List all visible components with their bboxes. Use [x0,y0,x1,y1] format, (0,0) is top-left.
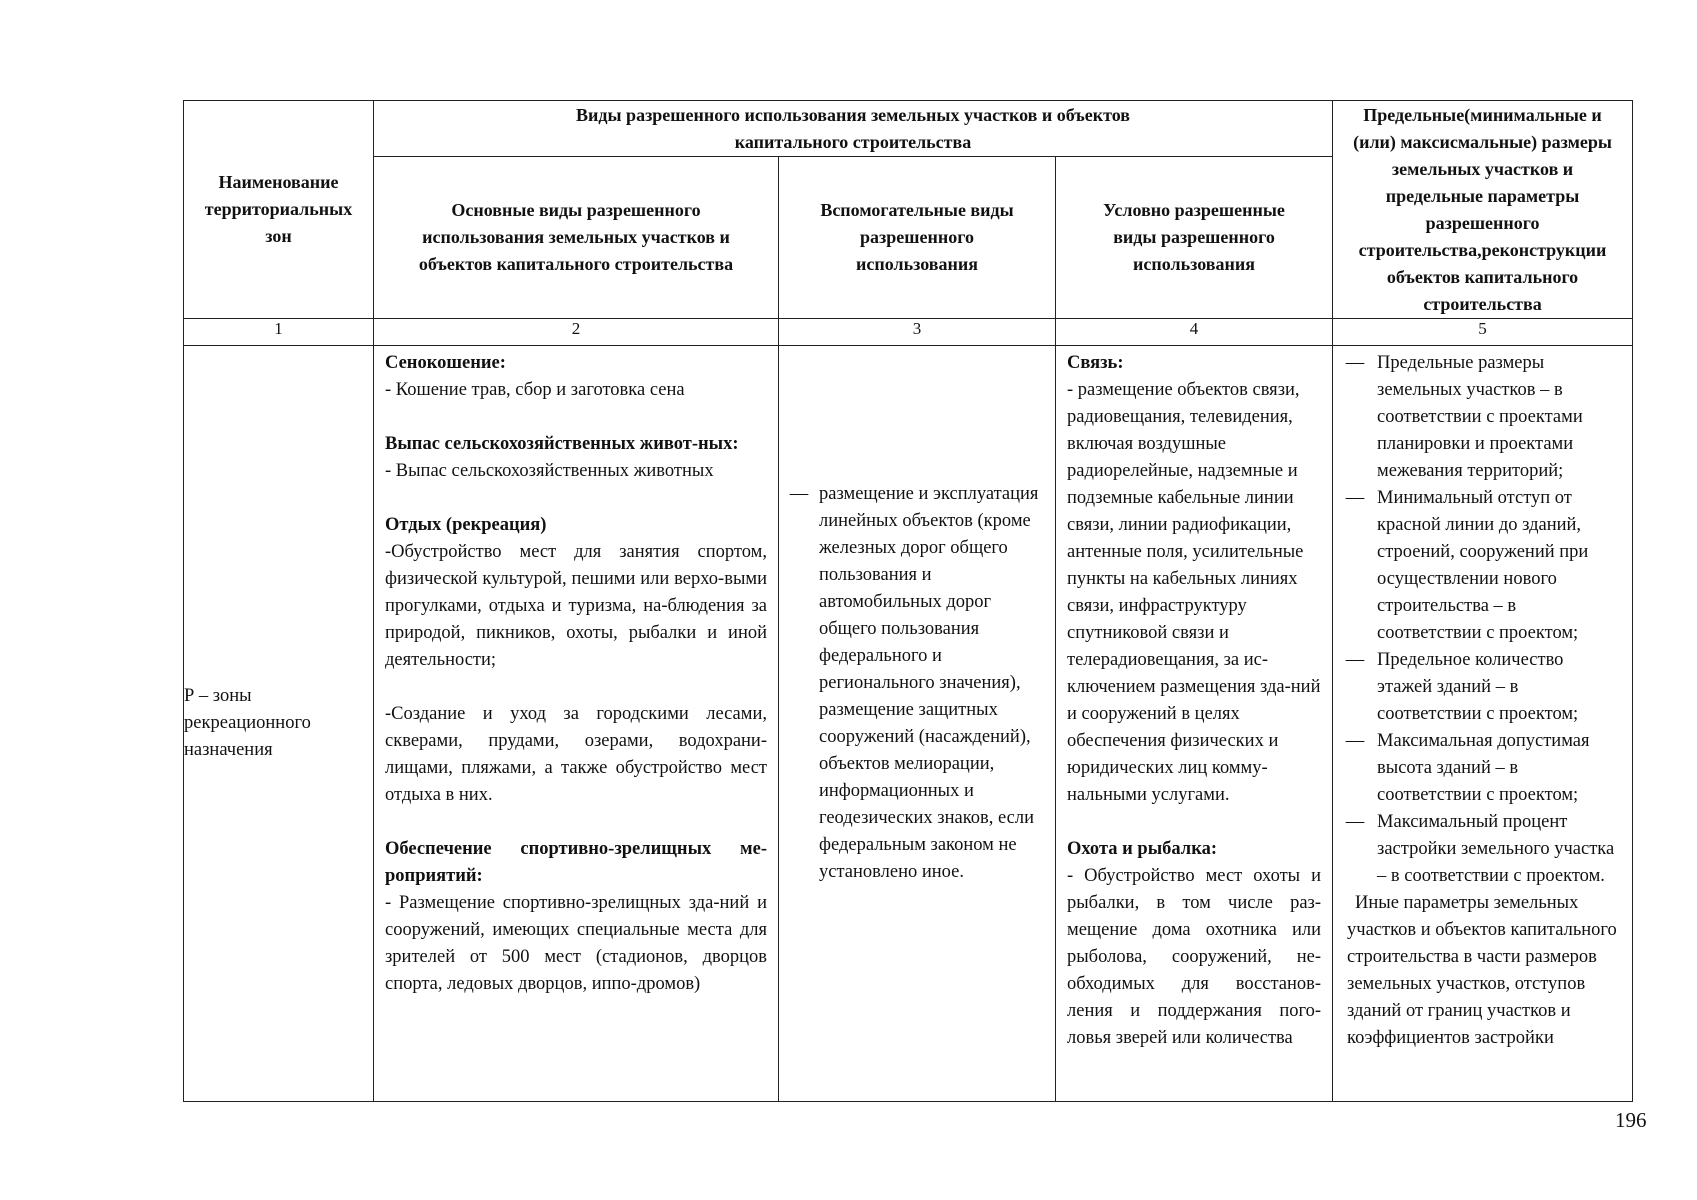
list-item: — Предельные размеры земельных участков – в соответствии с проектами планировки и проектами межевания территорий; [1333,350,1622,485]
dash-marker: — [1345,488,1365,508]
table-row [184,346,1633,1102]
header-limits: Предельные(минимальные и (или) максисмальные) размеры земельных участков и предельные параметры разрешенного строительства,реконструкции объектов капитального строительства [1333,101,1633,319]
header-aux-uses: Вспомогательные виды разрешенного использования [779,157,1056,319]
other-parameters-text: Иные параметры земельных участков и объектов капитального строительства в части размеров земельных участков, отступов зданий от границ участков и коэффициентов застройки [1347,893,1617,1048]
section-text: - Кошение трав, сбор и заготовка сена [385,380,685,400]
dash-marker: — [1345,353,1365,373]
zone-name: Р – зоны рекреационного назначения [184,346,374,1102]
column-number: 1 [184,319,374,346]
list-item: — Минимальный отступ от красной линии до зданий, строений, сооружений при осуществлении нового строительства – в соответствии с проектом; [1333,485,1622,647]
section-title: Отдых (рекреация) [385,515,547,535]
header-group-title: Виды разрешенного использования земельных участков и объектов капитального строительства [374,101,1333,157]
main-uses-cell [374,346,779,1102]
section-text: -Создание и уход за городскими лесами, скверами, прудами, озерами, водохрани-лищами, пляжами, а также обустройство мест отдыха в них. [385,704,767,805]
dash-marker: — [1345,812,1365,832]
aux-use-text: размещение и эксплуатация линейных объектов (кроме железных дорог общего пользования и автомобильных дорог общего пользования федерального и регионального значения), размещение защитных сооружений (насаждений), объектов мелиорации, информационных и геодезических знаков, если федеральным законом не установлено иное. [819,484,1039,882]
section-text: -Обустройство мест для занятия спортом, физической культурой, пешими или верхо-выми прогулками, отдыха и туризма, на-блюдения за природой, пикников, охоты, рыбалки и иной деятельности; [385,542,767,670]
column-number: 2 [374,319,779,346]
header-zone-name: Наименование территориальных зон [184,101,374,319]
conditional-uses-cell [1056,346,1333,1102]
column-number: 3 [779,319,1056,346]
column-numbers-row [184,319,1633,346]
header-conditional-uses: Условно разрешенные виды разрешенного использования [1056,157,1333,319]
list-item: — Предельное количество этажей зданий – в соответствии с проектом; [1333,647,1622,728]
list-item: — Максимальный процент застройки земельного участка – в соответствии с проектом. [1333,809,1622,890]
section-title: Охота и рыбалка: [1067,839,1217,859]
section-text: - Размещение спортивно-зрелищных зда-ний и сооружений, имеющих специальные места для зрителей от 500 мест (стадионов, дворцов спорта, ледовых дворцов, иппо-дромов) [385,893,767,994]
page-number: 196 [1615,1108,1647,1132]
aux-uses-cell [779,346,1056,1102]
zones-table [183,100,1633,1102]
header-main-uses: Основные виды разрешенного использования земельных участков и объектов капитального строительства [374,157,779,319]
dash-marker: — [1345,650,1365,670]
column-number: 5 [1333,319,1633,346]
column-number: 4 [1056,319,1333,346]
section-title: Выпас сельскохозяйственных живот-ных: [385,434,739,454]
section-text: - Обустройство мест охоты и рыбалки, в том числе раз-мещение дома охотника или рыболова, сооружений, не-обходимых для восстанов-ления и поддержания пого-ловья зверей или количества [1067,866,1322,1048]
section-title: Связь: [1067,353,1124,373]
dash-marker: — [789,484,809,504]
section-text: - Выпас сельскохозяйственных животных [385,461,714,481]
list-item: — Максимальная допустимая высота зданий – в соответствии с проектом; [1333,728,1622,809]
dash-marker: — [1345,731,1365,751]
section-title: Сенокошение: [385,353,506,373]
section-text: - размещение объектов связи, радиовещания, телевидения, включая воздушные радиорелейные, надземные и подземные кабельные линии связи, линии радиофикации, антенные поля, усилительные пункты на кабельных линиях связи, инфраструктуру спутниковой связи и телерадиовещания, за ис-ключением размещения зда-ний и сооружений в целях обеспечения физических и юридических лиц комму-нальными услугами. [1067,380,1321,805]
section-title: Обеспечение спортивно-зрелищных ме-роприятий: [385,839,767,886]
limits-cell [1333,346,1633,1102]
